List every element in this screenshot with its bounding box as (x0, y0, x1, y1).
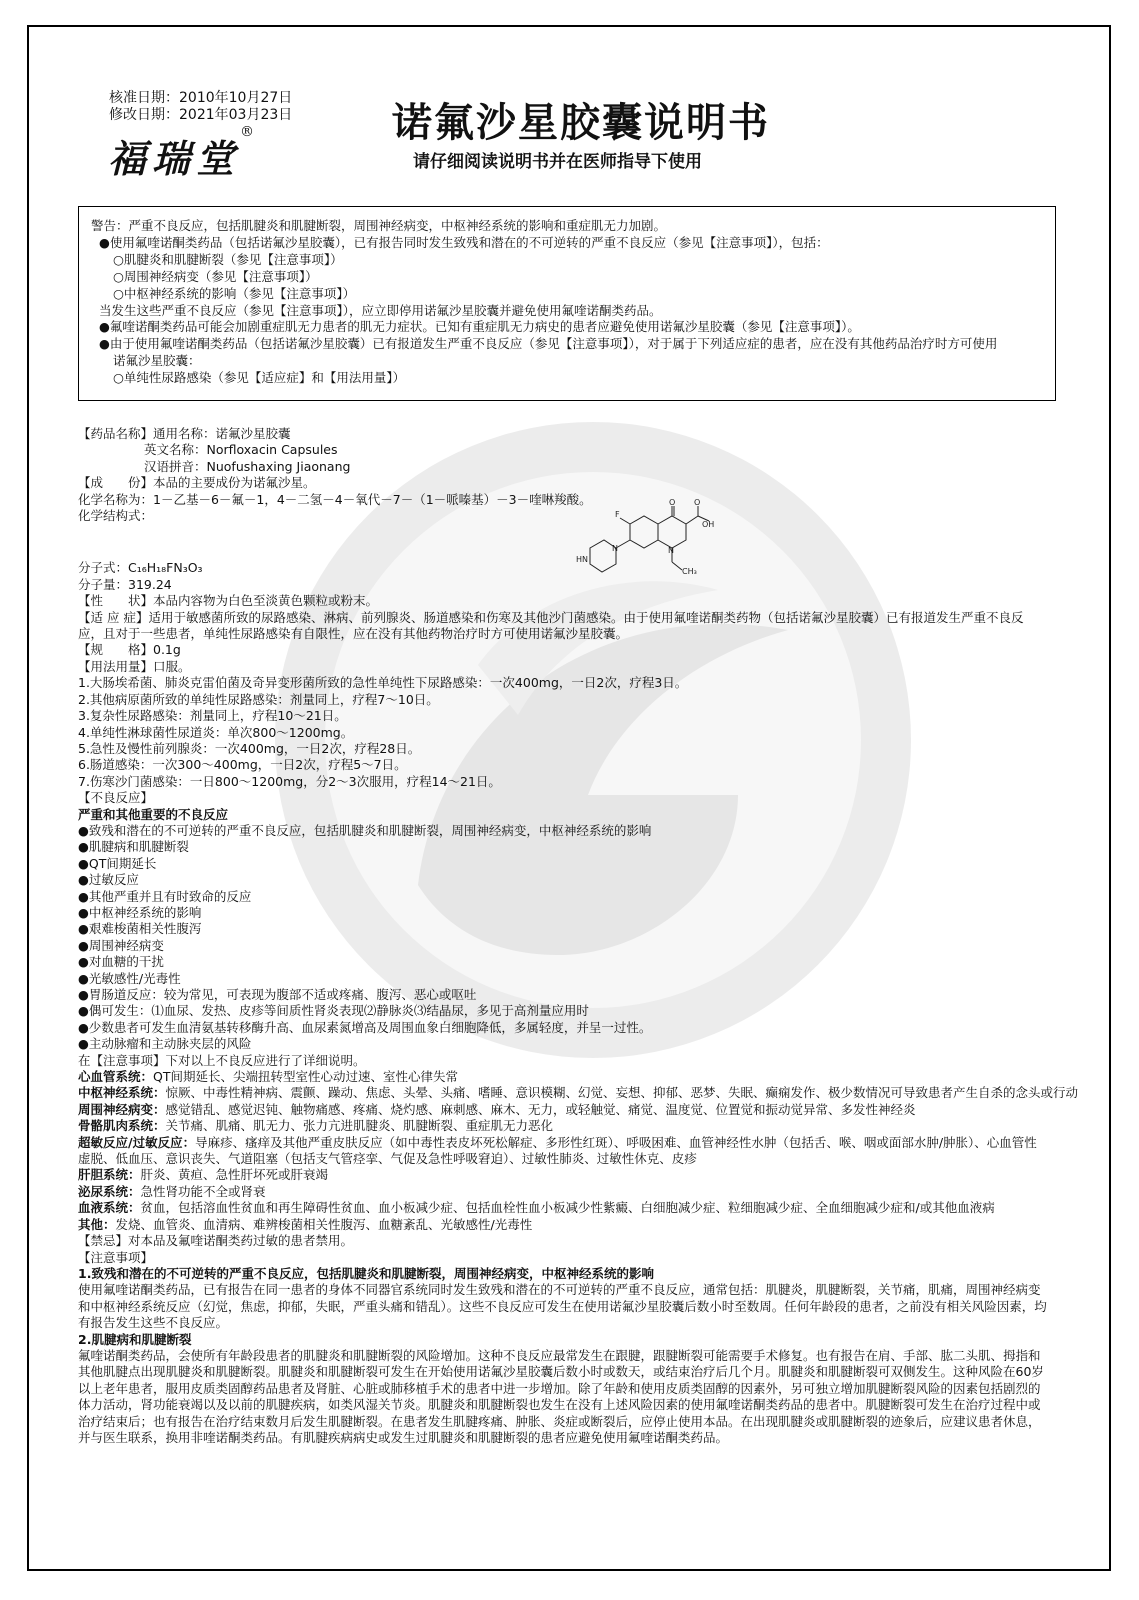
adverse-note: 在【注意事项】下对以上不良反应进行了详细说明。 (78, 1052, 366, 1068)
adverse-title: 【不良反应】 (78, 790, 154, 806)
usage-item: 3.复杂性尿路感染：剂量同上，疗程10～21日。 (78, 708, 347, 724)
usage-item: 7.伤寒沙门菌感染：一日800～1200mg，分2～3次服用，疗程14～21日。 (78, 773, 501, 789)
system-text: 惊厥、中毒性精神病、震颤、躁动、焦虑、头晕、头痛、嗜睡、意识模糊、幻觉、妄想、抑郁、恶梦、失眠、癫痫发作、极少数情况可导致患者产生自杀的念头或行动 (165, 1085, 1079, 1101)
adverse-item: ●胃肠道反应：较为常见，可表现为腹部不适或疼痛、腹泻、恶心或呕吐 (78, 987, 477, 1002)
system-text: 导麻疹、瘙痒及其他严重皮肤反应（如中毒性表皮坏死松解症、多形性红斑）、呼吸困难、血管神经性水肿（包括舌、喉、咽或面部水肿/肿胀）、心血管性虚脱、低血压、意识丧失、气道阻塞（包括支气管痉挛、气促及急性呼吸窘迫）、过敏性肺炎、过敏性休克、皮疹 (78, 1134, 1037, 1167)
system-text: 急性肾功能不全或肾衰 (140, 1183, 266, 1199)
system-line (78, 1167, 1048, 1183)
drug-name-generic: 【药品名称】通用名称：诺氟沙星胶囊 (78, 426, 291, 441)
caution-1-body: 使用氟喹诺酮类药品，已有报告在同一患者的身体不同器官系统同时发生致残和潜在的不可逆转的严重不良反应，通常包括：肌腱炎，肌腱断裂，关节痛，肌痛，周围神经病变和中枢神经系统反应（幻觉，焦虑，抑郁，失眠，严重头痛和错乱）。这些不良反应可发生在使用诺氟沙星胶囊后数小时至数周。任何年龄段的患者，之前没有相关风险因素，均有报告发生这些不良反应。 (78, 1282, 1047, 1331)
contraindication: 【禁忌】对本品及氟喹诺酮类药过敏的患者禁用。 (78, 1233, 354, 1249)
system-text: QT间期延长、尖端扭转型室性心动过速、室性心律失常 (153, 1069, 458, 1085)
svg-text:O: O (669, 498, 676, 507)
adverse-subtitle: 严重和其他重要的不良反应 (78, 806, 229, 822)
adverse-item: ●主动脉瘤和主动脉夹层的风险 (78, 1036, 252, 1052)
usage-item: 4.单纯性淋球菌性尿道炎：单次800～1200mg。 (78, 724, 354, 740)
svg-text:O: O (694, 498, 701, 507)
warning-line: 当发生这些严重不良反应（参见【注意事项】），应立即停用诺氟沙星胶囊并避免使用氟喹诺酮类药品。 (99, 302, 662, 318)
adverse-item: ●周围神经病变 (78, 937, 164, 953)
header-dates (109, 90, 292, 124)
warning-line: ○肌腱炎和肌腱断裂（参见【注意事项】） (113, 251, 343, 267)
warning-line: ○中枢神经系统的影响（参见【注意事项】） (113, 285, 356, 301)
main-content (78, 426, 1079, 1446)
adverse-item: ●少数患者可发生血清氨基转移酶升高、血尿素氮增高及周围血象白细胞降低，多属轻度，并呈一过性。 (78, 1019, 652, 1035)
system-label: 泌尿系统： (78, 1183, 141, 1199)
svg-text:HN: HN (576, 555, 588, 564)
adverse-item: ●QT间期延长 (78, 855, 157, 871)
adverse-item: ●肌腱病和肌腱断裂 (78, 839, 189, 855)
brand-name: 福瑞堂 (108, 136, 241, 181)
adverse-item: ●中枢神经系统的影响 (78, 904, 202, 920)
system-line (78, 1184, 1048, 1200)
system-label: 超敏反应/过敏反应： (78, 1134, 196, 1150)
system-label: 中枢神经系统： (78, 1085, 166, 1101)
usage-title: 【用法用量】口服。 (78, 658, 191, 674)
system-text: 贫血，包括溶血性贫血和再生障碍性贫血、血小板减少症、包括血栓性血小板减少性紫癜、白细胞减少症、粒细胞减少症、全血细胞减少症和/或其他血液病 (140, 1200, 995, 1216)
system-text: 感觉错乱、感觉迟钝、触物痛感、疼痛、烧灼感、麻刺感、麻木、无力，或轻触觉、痛觉、温度觉、位置觉和振动觉异常、多发性神经炎 (165, 1101, 916, 1117)
document-title: 诺氟沙星胶囊说明书 (392, 100, 770, 146)
warning-line: ○周围神经病变（参见【注意事项】） (113, 268, 318, 284)
system-line (78, 1085, 1079, 1101)
usage-item: 6.肠道感染：一次300～400mg，一日2次，疗程5～7日。 (78, 757, 407, 773)
warning-box (78, 206, 1056, 401)
drug-name-english: 英文名称：Norfloxacin Capsules (144, 442, 338, 458)
system-line (78, 1200, 1048, 1216)
caution-1-title: 1.致残和潜在的不可逆转的严重不良反应，包括肌腱炎和肌腱断裂，周围神经病变，中枢神经系统的影响 (78, 1265, 654, 1281)
approve-date: 核准日期：2010年10月27日 (109, 90, 293, 106)
registered-mark: ® (240, 124, 261, 140)
adverse-item: ●对血糖的干扰 (78, 954, 164, 970)
svg-text:OH: OH (702, 520, 715, 529)
warning-line: 诺氟沙星胶囊： (113, 353, 201, 369)
system-line (78, 1217, 1048, 1233)
chemical-structure-label: 化学结构式： (78, 508, 154, 524)
svg-text:CH₃: CH₃ (682, 567, 697, 576)
composition: 【成 份】本品的主要成份为诺氟沙星。 (78, 475, 316, 491)
adverse-item: ●偶可发生：⑴血尿、发热、皮疹等间质性肾炎表现⑵静脉炎⑶结晶尿，多见于高剂量应用时 (78, 1003, 589, 1019)
warning-line: ●由于使用氟喹诺酮类药品（包括诺氟沙星胶囊）已有报道发生严重不良反应（参见【注意事项】），对于属于下列适应症的患者，应在没有其他药品治疗时方可使用 (99, 336, 998, 352)
molecular-weight: 分子量：319.24 (78, 576, 172, 592)
system-line (78, 1069, 1048, 1085)
warning-line: ○单纯性尿路感染（参见【适应症】和【用法用量】） (113, 370, 406, 386)
caution-title: 【注意事项】 (78, 1249, 154, 1265)
specification: 【规 格】0.1g (78, 642, 181, 658)
structure-spacer (78, 524, 1048, 560)
usage-item: 2.其他病原菌所致的单纯性尿路感染：剂量同上，疗程7～10日。 (78, 691, 439, 707)
svg-text:F: F (615, 510, 620, 519)
document-subtitle: 请仔细阅读说明书并在医师指导下使用 (413, 152, 702, 172)
drug-name-pinyin: 汉语拼音：Nuofushaxing Jiaonang (144, 458, 351, 474)
adverse-item: ●艰难梭菌相关性腹泻 (78, 921, 202, 937)
system-line (78, 1102, 1048, 1118)
system-text: 关节痛、肌痛、肌无力、张力亢进肌腱炎、肌腱断裂、重症肌无力恶化 (165, 1118, 554, 1134)
system-line (78, 1118, 1048, 1134)
warning-line: ●使用氟喹诺酮类药品（包括诺氟沙星胶囊），已有报告同时发生致残和潜在的不可逆转的严重不良反应（参见【注意事项】），包括： (99, 234, 829, 250)
adverse-item: ●其他严重并且有时致命的反应 (78, 888, 252, 904)
caution-2-title: 2.肌腱病和肌腱断裂 (78, 1331, 192, 1347)
caution-2-body: 氟喹诺酮类药品，会使所有年龄段患者的肌腱炎和肌腱断裂的风险增加。这种不良反应最常发生在跟腱，跟腱断裂可能需要手术修复。也有报告在肩、手部、肱二头肌、拇指和其他肌腱点出现肌腱炎和肌腱断裂。肌腱炎和肌腱断裂可发生在开始使用诺氟沙星胶囊后数小时或数天，或结束治疗后几个月。肌腱炎和肌腱断裂可双侧发生。这种风险在60岁以上老年患者，服用皮质类固醇药品患者及肾脏、心脏或肺移植手术的患者中进一步增加。除了年龄和使用皮质类固醇的因素外，另可独立增加肌腱断裂风险的因素包括剧烈的体力活动，肾功能衰竭以及以前的肌腱疾病，如类风湿关节炎。肌腱炎和肌腱断裂也发生在没有上述风险因素的使用氟喹诺酮类药品的患者中。肌腱断裂可发生在治疗过程中或治疗结束后；也有报告在治疗结束数月后发生肌腱断裂。在患者发生肌腱疼痛、肿胀、炎症或断裂后，应停止使用本品。在出现肌腱炎或肌腱断裂的迹象后，应建议患者休息，并与医生联系，换用非喹诺酮类药品。有肌腱疾病病史或发生过肌腱炎和肌腱断裂的患者应避免使用氟喹诺酮类药品。 (78, 1347, 1044, 1445)
system-label: 血液系统： (78, 1200, 141, 1216)
adverse-item: ●光敏感性/光毒性 (78, 970, 181, 986)
warning-line: 警告：严重不良反应，包括肌腱炎和肌腱断裂，周围神经病变，中枢神经系统的影响和重症肌无力加剧。 (91, 218, 667, 233)
system-label: 周围神经病变： (78, 1101, 166, 1117)
system-label: 骨骼肌肉系统： (78, 1118, 166, 1134)
usage-item: 5.急性及慢性前列腺炎：一次400mg，一日2次，疗程28日。 (78, 740, 421, 756)
system-line (78, 1135, 1048, 1168)
adverse-item: ●过敏反应 (78, 872, 139, 888)
chemical-name: 化学名称为：1－乙基－6－氟－1，4－二氢－4－氧代－7－（1－哌嗪基）－3－喹啉羧酸。 (78, 491, 592, 507)
character: 【性 状】本品内容物为白色至淡黄色颗粒或粉末。 (78, 593, 379, 609)
system-label: 其他： (78, 1216, 116, 1232)
molecular-formula: 分子式：C₁₆H₁₈FN₃O₃ (78, 560, 203, 576)
system-label: 心血管系统： (78, 1069, 154, 1085)
svg-text:N: N (612, 544, 618, 553)
indication: 【适 应 症】适用于敏感菌所致的尿路感染、淋病、前列腺炎、肠道感染和伤寒及其他沙门菌感染。由于使用氟喹诺酮类药物（包括诺氟沙星胶囊）已有报道发生严重不良反应，且对于一些患者，单纯性尿路感染有自限性，应在没有其他药物治疗时方可使用诺氟沙星胶囊。 (78, 609, 1024, 642)
system-text: 发烧、血管炎、血清病、难辨梭菌相关性腹泻、血糖紊乱、光敏感性/光毒性 (115, 1216, 533, 1232)
system-text: 肝炎、黄疸、急性肝坏死或肝衰竭 (140, 1167, 329, 1183)
warning-line: ●氟喹诺酮类药品可能会加剧重症肌无力患者的肌无力症状。已知有重症肌无力病史的患者应避免使用诺氟沙星胶囊（参见【注意事项】）。 (99, 319, 860, 335)
adverse-item: ●致残和潜在的不可逆转的严重不良反应，包括肌腱炎和肌腱断裂，周围神经病变，中枢神经系统的影响 (78, 822, 652, 838)
svg-text:N: N (668, 546, 674, 555)
usage-item: 1.大肠埃希菌、肺炎克雷伯菌及奇异变形菌所致的急性单纯性下尿路感染：一次400mg，一日2次，疗程3日。 (78, 675, 688, 691)
system-label: 肝胆系统： (78, 1167, 141, 1183)
brand-logo (108, 124, 261, 183)
revise-date: 修改日期：2021年03月23日 (109, 107, 293, 123)
